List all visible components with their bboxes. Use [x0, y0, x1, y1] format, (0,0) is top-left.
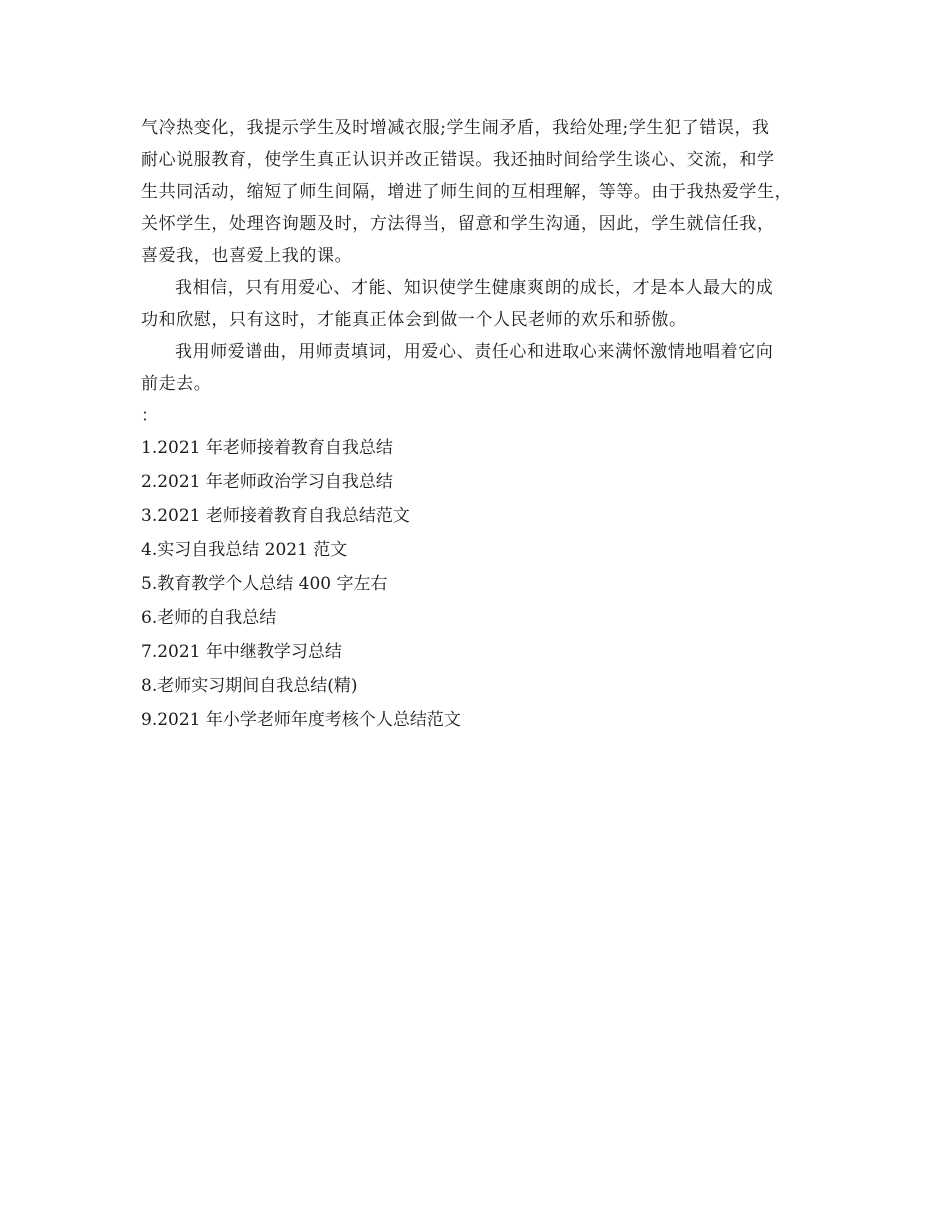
related-article-link[interactable]: 1.2021 年老师接着教育自我总结 [141, 438, 393, 458]
text-line: 功和欣慰，只有这时，才能真正体会到做一个人民老师的欢乐和骄傲。 [141, 310, 687, 330]
related-articles-list [141, 436, 821, 732]
text-line: 我相信，只有用爱心、才能、知识使学生健康爽朗的成长，才是本人最大的成 [175, 278, 774, 298]
text-line: 关怀学生，处理咨询题及时，方法得当，留意和学生沟通，因此，学生就信任我， [141, 214, 775, 234]
related-colon: ： [141, 406, 158, 426]
text-line: 耐心说服教育，使学生真正认识并改正错误。我还抽时间给学生谈心、交流，和学 [141, 150, 775, 170]
related-article-link[interactable]: 7.2021 年中继教学习总结 [141, 642, 342, 662]
related-article-link[interactable]: 9.2021 年小学老师年度考核个人总结范文 [141, 710, 461, 730]
paragraph-1 [141, 116, 821, 268]
text-line: 我用师爱谱曲，用师责填词，用爱心、责任心和进取心来满怀激情地唱着它向 [175, 342, 774, 362]
related-article-link[interactable]: 8.老师实习期间自我总结(精) [141, 676, 358, 696]
text-line: 气冷热变化，我提示学生及时增减衣服;学生闹矛盾，我给处理;学生犯了错误，我 [141, 118, 770, 138]
text-line: 喜爱我，也喜爱上我的课。 [141, 246, 353, 266]
document-page [141, 116, 821, 742]
text-line: 生共同活动，缩短了师生间隔，增进了师生间的互相理解，等等。由于我热爱学生， [141, 182, 793, 202]
related-article-link[interactable]: 2.2021 年老师政治学习自我总结 [141, 472, 393, 492]
paragraph-2 [141, 276, 821, 332]
related-article-link[interactable]: 5.教育教学个人总结 400 字左右 [141, 574, 388, 594]
related-article-link[interactable]: 4.实习自我总结 2021 范文 [141, 540, 348, 560]
text-line: 前走去。 [141, 374, 212, 394]
paragraph-3 [141, 340, 821, 396]
related-article-link[interactable]: 6.老师的自我总结 [141, 608, 277, 628]
related-article-link[interactable]: 3.2021 老师接着教育自我总结范文 [141, 506, 410, 526]
